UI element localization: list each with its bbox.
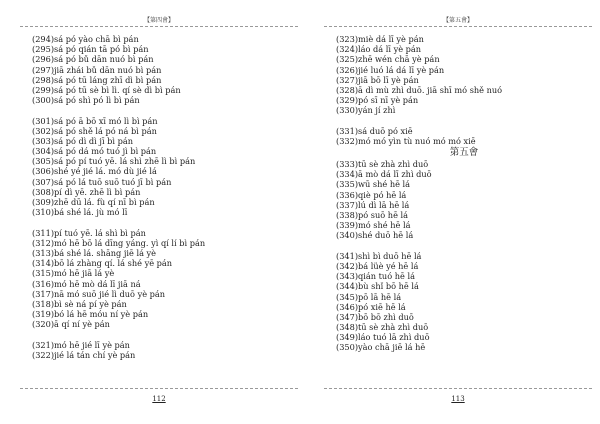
verse-line: (339)mó shé hē lá (336, 220, 411, 231)
left-page-text (32, 34, 298, 360)
header-divider (324, 26, 592, 27)
paragraph-gap (32, 329, 298, 339)
verse-line: (304)sá pó dá mó tuó jì bì pán (32, 146, 157, 157)
verse-line: (344)bù shǐ bō hē lá (336, 281, 419, 292)
page-number: 112 (152, 395, 166, 403)
verse-line: (308)pí dì yē. zhē lì bì pán (32, 186, 141, 197)
right-page (324, 0, 592, 424)
verse-line: (311)pí tuó yē. lá shì bì pán (32, 227, 146, 238)
chapter-title: 第五會 (449, 147, 479, 159)
verse-line: (294)sá pó yào chā bì pán (32, 34, 139, 44)
header-divider (20, 26, 298, 27)
verse-line: (296)sá pó bǔ dān nuó bì pán (32, 54, 154, 65)
verse-line: (336)qiè pó hē lá (336, 189, 407, 200)
verse-line: (345)pō lā hē lá (336, 291, 402, 302)
verse-line: (322)jié lá tán chí yè pán (32, 349, 136, 360)
verse-line: (329)pó sī nī yè pán (336, 95, 419, 106)
left-page (20, 0, 298, 424)
paragraph-gap (336, 116, 592, 126)
verse-line: (313)bá shé lá. shāng jiē lá yè (32, 247, 157, 258)
verse-line: (326)jié luó lá dá lī yè pán (336, 64, 445, 75)
verse-line: (309)zhē dū lá. fù qí nī bì pán (32, 197, 155, 207)
verse-line: (324)láo dá lī yè pán (336, 44, 422, 55)
verse-line: (312)mó hē bō lá dīng yáng. yì qí lí bì pán (32, 237, 206, 248)
verse-line: (315)mó hē jiā lá yè (32, 268, 115, 279)
verse-line: (335)wū shé hē lá (336, 179, 411, 190)
verse-line: (318)bì sè ná pí yè pán (32, 298, 127, 309)
footer-divider (20, 388, 298, 389)
verse-line: (320)ā qí ní yè pán (32, 319, 110, 330)
verse-line: (303)sá pó dì dì jī bì pán (32, 135, 134, 146)
verse-line: (302)sá pó shě lá pó ná bì pán (32, 125, 157, 136)
verse-line: (334)ā mò dá lī zhì duō (336, 169, 432, 180)
paragraph-gap (32, 105, 298, 115)
verse-line: (333)tū sè zhà zhì duō (336, 159, 429, 170)
verse-line: (338)pó suō hē lá (336, 210, 409, 220)
verse-line: (319)bó lá hē móu ní yè pán (32, 309, 149, 320)
page-number: 113 (451, 395, 465, 403)
verse-line: (323)miè dá lī yè pán (336, 34, 424, 44)
verse-line: (295)sá pó qián tā pó bì pán (32, 44, 149, 55)
right-page-text (336, 34, 592, 353)
verse-line: (298)sá pó tū láng zhī dì bì pán (32, 74, 162, 85)
verse-line: (316)mó hē mò dá lī jiā ná (32, 278, 141, 289)
verse-line: (350)yào chā jiē lá hē (336, 342, 426, 353)
verse-line: (328)ā dì mù zhì duō. jiā shī mó shě nuó (336, 84, 503, 95)
verse-line: (348)tū sè zhà zhì duō (336, 322, 429, 333)
verse-line: (299)sá pó tū sè bì lì. qí sè dì bì pán (32, 84, 181, 95)
verse-line: (325)zhē wén chā yè pán (336, 54, 440, 65)
verse-line: (310)bá shé lá. jù mó lī (32, 207, 128, 218)
verse-line: (307)sá pó lá tuō suō tuó jī bì pán (32, 176, 172, 187)
paragraph-gap (336, 241, 592, 251)
verse-line: (343)qián tuó hē lá (336, 271, 415, 282)
verse-line: (342)bá lüè yé hē lá (336, 260, 419, 271)
verse-line: (330)yán jí zhì (336, 105, 396, 116)
footer-divider (324, 388, 592, 389)
verse-line: (301)sá pó ā bō xī mó lì bì pán (32, 115, 158, 126)
verse-line: (337)lú dì lā hē lá (336, 199, 410, 210)
verse-line: (297)jiā zhái bǔ dān nuó bì pán (32, 64, 162, 75)
verse-line: (314)bō lá zhàng qí. lá shé yē pán (32, 258, 173, 269)
verse-line: (327)jiā bō lī yè pán (336, 74, 419, 85)
verse-line: (341)shì bì duō hē lá (336, 250, 422, 261)
verse-line: (340)shé duō hē lá (336, 230, 414, 241)
verse-line: (346)pó xiē hē lá (336, 301, 406, 312)
paragraph-gap (32, 217, 298, 227)
verse-line: (332)mó mó yìn tù nuó mó mó xiē (336, 135, 476, 146)
verse-line: (331)sá duō pó xiē (336, 125, 413, 136)
verse-line: (321)mó hē jié lī yè pán (32, 339, 130, 350)
verse-line: (306)shé yé jié lá. mó dù jié lá (32, 166, 157, 177)
verse-line: (317)nā mó suō jié lì duō yè pán (32, 288, 166, 299)
verse-line: (347)bō bō zhì duō (336, 311, 414, 322)
page-header: 【第四會】 (143, 17, 174, 24)
page-header: 【第五會】 (442, 17, 473, 24)
verse-line: (349)láo tuó lā zhì duō (336, 332, 430, 343)
verse-line: (305)sá pó pí tuó yē. lá shì zhē lì bì pán (32, 156, 196, 167)
verse-line: (300)sá pó shì pó lì bì pán (32, 95, 140, 106)
